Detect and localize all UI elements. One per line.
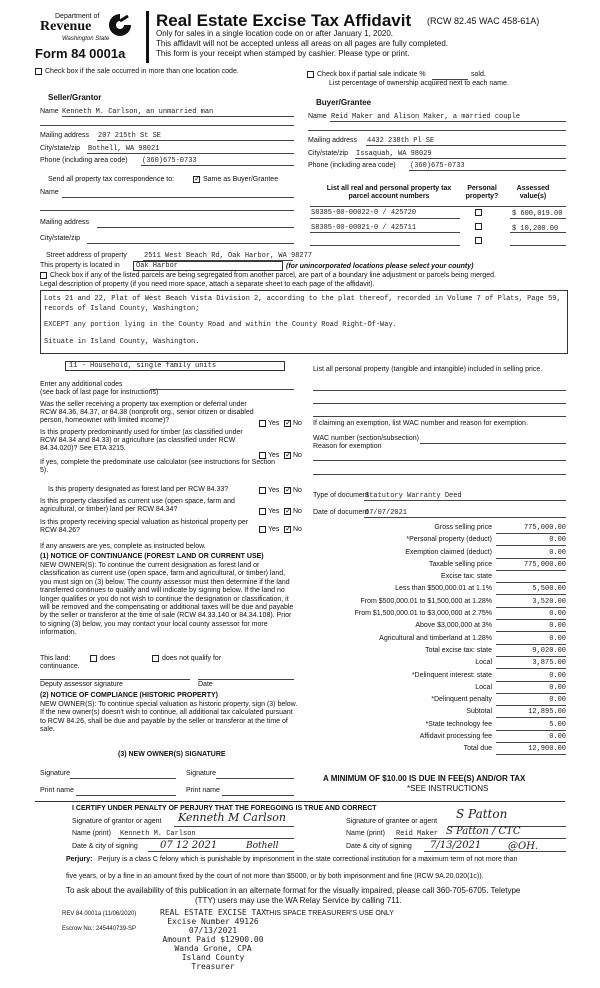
corr-name-label: Name [40, 189, 59, 196]
continuance-heading: (1) NOTICE OF CONTINUANCE (FOREST LAND OR CURRENT USE) [40, 553, 264, 560]
signature-label: Signature [40, 770, 70, 777]
calc-row [300, 719, 568, 731]
calc-row [300, 596, 568, 608]
yes-label: Yes [268, 526, 280, 533]
calc-label: From $1,500,000.01 to $3,000,000 at 2.75% [354, 610, 492, 618]
parcel-header: List all real and personal property tax parcel account numbers [326, 185, 452, 201]
yes-label: Yes [268, 508, 280, 515]
personal-property-label: List all personal property (tangible and intangible) included in selling price. [313, 366, 543, 373]
calc-label: Total excise tax: state [425, 646, 492, 654]
buyer-phone: (360)675-0733 [410, 162, 465, 170]
minimum-due-note: A MINIMUM OF $10.00 IS DUE IN FEE(S) AND/OR TAX [323, 774, 526, 783]
calc-value: 5,500.00 [496, 585, 566, 595]
header-divider [146, 11, 149, 63]
calc-row [300, 657, 568, 669]
calc-value: 0.00 [496, 536, 566, 546]
dor-logo [106, 12, 134, 38]
personal-header: Personal property? [465, 185, 499, 201]
seller-city-label: City/state/zip [40, 145, 81, 152]
grantor-date: 07 12 2021 [160, 840, 218, 851]
calc-row [300, 670, 568, 682]
calc-value: 0.00 [496, 635, 566, 645]
parcel-number: S8385-00-00022-0 / 425720 [311, 209, 417, 217]
q5-yes-checkbox[interactable] [259, 526, 266, 533]
grantor-date-city-label: Date & city of signing [72, 843, 138, 850]
q5-no-checkbox[interactable] [284, 526, 291, 533]
grantor-city: Bothell [246, 841, 279, 851]
calc-label: Above $3,000,000 at 3% [415, 622, 492, 630]
calc-label: Agricultural and timberland at 1.28% [379, 634, 492, 642]
continuance-label: continuance. [40, 663, 80, 670]
q2-yes-checkbox[interactable] [259, 452, 266, 459]
correspondence-label: Send all property tax correspondence to: [48, 176, 175, 183]
treasurer-stamp: REAL ESTATE EXCISE TAX Excise Number 49126 07/13/2021 Amount Paid $12900.00 Wanda Grone, CPA Island County Treasurer [160, 908, 266, 971]
dept-line3: Washington State [62, 36, 110, 42]
calc-label: Excise tax: state [441, 573, 492, 581]
grantee-signature: S Patton [456, 807, 508, 821]
calc-value: 3,875.00 [496, 659, 566, 669]
doc-type-label: Type of document [313, 492, 369, 499]
seller-name-label: Name [40, 108, 59, 115]
seller-mail: 207 215th St SE [98, 132, 162, 140]
calc-row [300, 534, 568, 546]
buyer-city-label: City/state/zip [308, 150, 349, 157]
segregated-checkbox[interactable] [40, 272, 47, 279]
street-label: Street address of property [46, 252, 127, 259]
calc-row [300, 694, 568, 706]
additional-codes-sub: (see back of last page for instructions) [40, 389, 159, 396]
calc-row [300, 645, 568, 657]
multi-location-checkbox[interactable] [35, 68, 42, 75]
legal-description-box: Lots 21 and 22, Plat of West Beach Vista Division 2, according to the plat thereof, recorded in Volume 7 of Plats, Page 59, records of Island County, Washington; EXCEPT any portion lying in the County Road and within the County Road Right-Of-Way. Situate in Island County, Washington. [40, 290, 568, 354]
page-title: Real Estate Excise Tax Affidavit [156, 11, 412, 30]
q3-no-checkbox[interactable] [284, 487, 291, 494]
buyer-name: Reid Maker and Alison Maker, a married couple [331, 113, 521, 121]
grantee-name-label: Name (print) [346, 830, 385, 837]
q1-no-checkbox[interactable] [284, 420, 291, 427]
calc-value: 0.00 [496, 549, 566, 559]
partial-sale-label: Check box if partial sale indicate % [317, 71, 426, 78]
calc-label: *Personal property (deduct) [406, 536, 492, 544]
perjury-text-2: five years, or by a fine in an amount fixed by the court of not more than $5000, or by both imprisonment and fine (RCW 9A.20.020(1c)). [66, 873, 484, 880]
does-not-label: does not qualify for [162, 655, 222, 662]
doc-date: 07/07/2021 [365, 509, 408, 517]
new-owner-signature-heading: (3) NEW OWNER(S) SIGNATURE [118, 751, 226, 758]
does-checkbox[interactable] [90, 655, 97, 662]
no-label: No [293, 526, 302, 533]
calc-value: 12,895.00 [496, 708, 566, 718]
calc-value [496, 573, 566, 583]
calc-label: Exemption claimed (deduct) [405, 548, 492, 556]
perjury-label: Perjury: [66, 856, 93, 863]
no-label: No [293, 508, 302, 515]
does-label: does [100, 655, 116, 662]
calc-value: 0.00 [496, 684, 566, 694]
q4-yes-checkbox[interactable] [259, 508, 266, 515]
q-exemption: Was the seller receiving a property tax exemption or deferral under RCW 84.36, 84.37, or 84.38 (nonprofit org., senior citizen or disabled person, homeowner with limited income)? [40, 401, 254, 425]
tty-note: (TTY) users may use the WA Relay Service by calling 711. [195, 896, 402, 905]
deputy-date-label: Date [198, 681, 213, 688]
print-name-label: Print name [186, 787, 220, 794]
corr-mail-label: Mailing address [40, 219, 90, 226]
calc-value: 9,020.00 [496, 647, 566, 657]
calc-label: From $500,000.01 to $1,500,000 at 1.28% [360, 597, 492, 605]
assessed-value: $ 10,200.00 [512, 225, 559, 233]
calc-row [300, 731, 568, 743]
partial-sale-sub: List percentage of ownership acquired next to each name. [329, 80, 509, 87]
grantee-name: Reid Maker [396, 830, 439, 838]
q-current-use: Is this property classified as current use (open space, farm and agricultural, or timber) land per RCW 84.34? [40, 498, 235, 514]
calc-value: 775,000.00 [496, 524, 566, 534]
calc-value: 0.00 [496, 733, 566, 743]
certify-heading: I CERTIFY UNDER PENALTY OF PERJURY THAT THE FOREGOING IS TRUE AND CORRECT [72, 805, 377, 812]
same-as-buyer-label: Same as Buyer/Grantee [203, 176, 279, 183]
calc-value: 775,000.00 [496, 561, 566, 571]
calc-row [300, 608, 568, 620]
calc-value: 5.00 [496, 721, 566, 731]
does-not-checkbox[interactable] [152, 655, 159, 662]
calc-row [300, 559, 568, 571]
print-name-label: Print name [40, 787, 74, 794]
calc-row [300, 706, 568, 718]
no-label: No [293, 487, 302, 494]
buyer-phone-label: Phone (including area code) [308, 162, 396, 169]
dept-line1: Department of [55, 13, 100, 20]
calc-value: 3,520.00 [496, 598, 566, 608]
exemption-label: If claiming an exemption, list WAC number and reason for exemption. [313, 420, 528, 427]
buyer-name-label: Name [308, 113, 327, 120]
form-number: Form 84 0001a [35, 46, 126, 61]
personal-property-checkbox[interactable] [475, 237, 482, 244]
seller-phone: (360)675-0733 [142, 157, 197, 165]
yes-label: Yes [268, 487, 280, 494]
q-timber: Is this property predominantly used for timber (as classified under RCW 84.34 and 84.33) or agriculture (as classified under RCW 84.34.020)? See ETA 3215. [40, 429, 243, 453]
calc-row [300, 682, 568, 694]
calc-value: 0.00 [496, 672, 566, 682]
escrow-number: Escrow No.: 245440739-SP [62, 926, 137, 932]
revision-label: REV 84 0001a (11/06/2020) [62, 911, 137, 917]
compliance-heading: (2) NOTICE OF COMPLIANCE (HISTORIC PROPERTY) [40, 692, 218, 699]
dept-line2: Revenue [40, 19, 92, 34]
doc-date-label: Date of document [313, 509, 369, 516]
wac-label: WAC number (section/subsection) [313, 435, 419, 442]
grantee-signature-label: Signature of grantee or agent [346, 818, 438, 825]
calc-value: 0.00 [496, 610, 566, 620]
calc-value: 0.00 [496, 696, 566, 706]
q-forest: Is this property designated as forest land per RCW 84.33? [48, 486, 229, 493]
yes-label: Yes [268, 452, 280, 459]
q2-no-checkbox[interactable] [284, 452, 291, 459]
grantee-city: @OH. [508, 841, 539, 852]
buyer-mail-label: Mailing address [308, 137, 358, 144]
header-line3: This form is your receipt when stamped by cashier. Please type or print. [156, 49, 410, 58]
calc-label: Local [475, 683, 492, 691]
q-timber-note: If yes, complete the predominate use calculator (see instructions for Section 5). [40, 459, 276, 475]
location-select[interactable]: Oak Harbor [133, 261, 283, 271]
doc-type: Statutory Warranty Deed [365, 492, 462, 500]
perjury-text: Perjury is a class C felony which is punishable by imprisonment in the state correctional institution for a maximum term of not more than [98, 856, 518, 863]
assessed-header: Assessed value(s) [516, 185, 550, 201]
q3-yes-checkbox[interactable] [259, 487, 266, 494]
yes-label: Yes [268, 420, 280, 427]
seller-heading: Seller/Grantor [48, 93, 102, 102]
signature-label: Signature [186, 770, 216, 777]
q4-no-checkbox[interactable] [284, 508, 291, 515]
calc-row [300, 583, 568, 595]
use-code-select[interactable]: 11 - Household, single family units [65, 361, 285, 371]
deputy-signature-label: Deputy assessor signature [40, 681, 123, 688]
personal-property-checkbox[interactable] [475, 209, 482, 216]
q1-yes-checkbox[interactable] [259, 420, 266, 427]
tax-calculation [300, 522, 568, 756]
located-note: (for unincorporated locations please select your county) [286, 263, 474, 270]
personal-property-checkbox[interactable] [475, 223, 482, 230]
calc-label: Total due [463, 745, 492, 753]
if-any-yes: If any answers are yes, complete as instructed below. [40, 543, 206, 550]
calc-value: 12,900.00 [496, 745, 566, 755]
compliance-text: NEW OWNER(S): To continue special valuation as historic property, sign (3) below. If the new owner(s) doesn't wish to continue, all additional tax calculated pursuant to RCW 84.26, shall be due and payable by the seller or transferor at the time of sale. [40, 701, 298, 734]
calc-row [300, 547, 568, 559]
calc-label: Less than $500,000.01 at 1.1% [395, 585, 492, 593]
no-label: No [293, 420, 302, 427]
buyer-heading: Buyer/Grantee [316, 98, 372, 107]
calc-row [300, 522, 568, 534]
grantor-signature: Kenneth M Carlson [178, 811, 286, 824]
calc-label: Subtotal [466, 708, 492, 716]
continuance-text: NEW OWNER(S): To continue the current designation as forest land or classification as current use (open space, farm and agricultural, or timber) land, you must sign on (3) below. The county assessor must then determine if the land transferred continues to qualify and will indicate by signing below. If the land no longer qualifies or you do not wish to continue the designation or classification, it will be removed and the compensating or additional taxes will be due and payable by the seller or transferor at the time of sale (RCW 84.33.140 or 84.34.108). Prior to signing (3) below, you may contact your local county assessor for more information. [40, 562, 294, 637]
title-citation: (RCW 82.45 WAC 458-61A) [427, 16, 540, 26]
buyer-mail: 4432 238th Pl SE [367, 137, 435, 145]
grantor-name: Kenneth M. Carlson [120, 830, 196, 838]
partial-sale-checkbox[interactable] [307, 71, 314, 78]
buyer-city: Issaquah, WA 98029 [356, 150, 432, 158]
grantee-date: 7/13/2021 [430, 840, 482, 851]
seller-phone-label: Phone (including area code) [40, 157, 128, 164]
segregated-label: Check box if any of the listed parcels are being segregated from another parcel, are part of a boundary line adjustment or parcels being merged. [50, 272, 496, 279]
corr-city-label: City/state/zip [40, 235, 81, 242]
alt-format-note: To ask about the availability of this publication in an alternate format for the visually impaired, please call 360-705-6705. Teletype [66, 886, 521, 895]
calc-row [300, 743, 568, 755]
seller-mail-label: Mailing address [40, 132, 90, 139]
reason-label: Reason for exemption [313, 443, 382, 450]
calc-label: *Delinquent penalty [431, 696, 492, 704]
grantor-signature-label: Signature of grantor or agent [72, 818, 162, 825]
located-label: This property is located in [40, 262, 120, 269]
calc-label: Affidavit processing fee [419, 733, 492, 741]
header-line1: Only for sales in a single location code on or after January 1, 2020. [156, 29, 394, 38]
calc-row [300, 633, 568, 645]
calc-label: Gross selling price [434, 524, 492, 531]
no-label: No [293, 452, 302, 459]
same-as-buyer-checkbox[interactable] [193, 176, 200, 183]
multi-location-label: Check box if the sale occurred in more than one location code. [45, 68, 239, 75]
legal-label: Legal description of property (if you need more space, attach a separate sheet to each page of the affidavit). [40, 281, 375, 288]
grantee-date-city-label: Date & city of signing [346, 843, 412, 850]
calc-row [300, 571, 568, 583]
q-historic: Is this property receiving special valuation as historical property per RCW 84.26? [40, 519, 249, 535]
calc-value: 0.00 [496, 622, 566, 632]
grantor-name-label: Name (print) [72, 830, 111, 837]
calc-row [300, 620, 568, 632]
assessed-value: $ 600,019.00 [512, 210, 563, 218]
header-line2: This affidavit will not be accepted unless all areas on all pages are fully completed. [156, 39, 449, 48]
seller-name: Kenneth M. Carlson, an unmarried man [62, 108, 214, 116]
parcel-number: S8385-00-00021-0 / 425711 [311, 224, 417, 232]
calc-label: Local [475, 659, 492, 667]
see-instructions: *SEE INSTRUCTIONS [407, 784, 489, 793]
treasurer-use-label: THIS SPACE TREASURER'S USE ONLY [265, 910, 394, 917]
grantee-agent: S Patton / CTC [446, 826, 521, 837]
this-land-label: This land: [40, 655, 71, 662]
street-address: 2511 West Beach Rd, Oak Harbor, WA 98277 [144, 252, 313, 260]
calc-label: *State technology fee [425, 720, 492, 728]
calc-label: *Delinquent interest: state [411, 671, 492, 679]
seller-city: Bothell, WA 98021 [88, 145, 160, 153]
sold-label: sold. [471, 71, 486, 78]
additional-codes-label: Enter any additional codes [40, 381, 123, 388]
calc-label: Taxable selling price [428, 560, 492, 568]
